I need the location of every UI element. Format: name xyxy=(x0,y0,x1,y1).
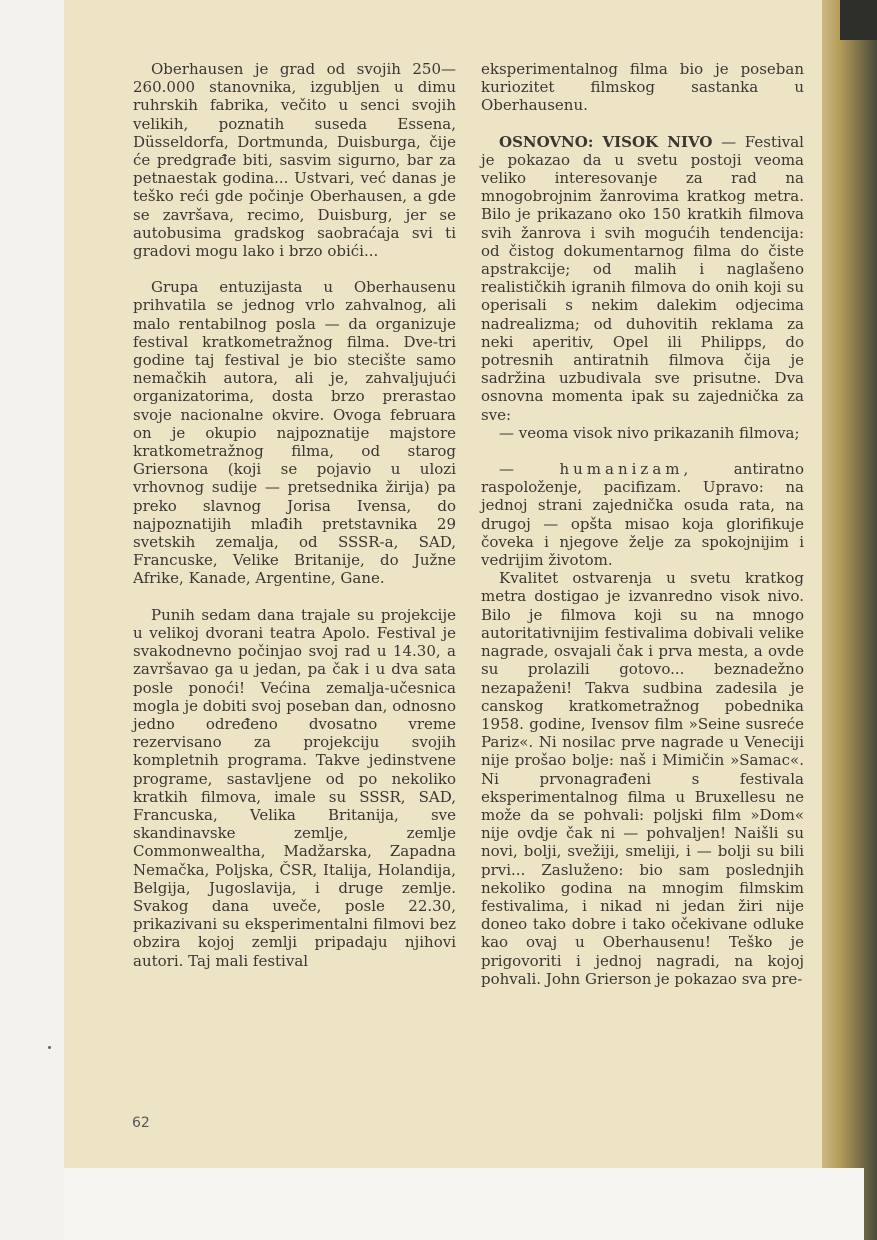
scan-margin xyxy=(64,1168,864,1240)
spine-shadow xyxy=(840,0,877,40)
paragraph-text: — Festival je pokazao da u svetu postoji veoma veliko interesovanje za rad na mnogobrojnim žanrovima kratkog metra. Bilo je prikazano oko 150 kratkih filmova svih žanrova i svih mogućih tendencija: od čistog dokumentarnog filma do čiste apstrakcije; od malih i naglašeno realističkih igranih filmova do onih koji su operisali s nekim dalekim odjecima nadrealizma; od duhovitih reklama za neki aperitiv, Opel ili Philipps, do potresnih antiratnih filmova čija je sadržina uzbudivala sve prisutne. Dva osnovna momenta ipak su zajednička za sve: xyxy=(481,132,804,424)
paragraph xyxy=(481,460,804,569)
page-number: 62 xyxy=(132,1115,150,1131)
scan-speck xyxy=(48,1046,51,1049)
paragraph: Kvalitet ostvarenja u svetu kratkog metra dostigao je izvanredno visok nivo. Bilo je filmova koji su na mnogo autoritativnijim festivalima dobivali velike nagrade, osvajali čak i prva mesta, a ovde su prolazili gotovo... beznadežno nezapaženi! Takva sudbina zadesila je canskog kratkometražnog pobednika 1958. godine, Ivensov film »Seine susreće Pariz«. Ni nosilac prve nagrade u Veneciji nije prošao bolje: naš i Mimičin »Samac«. Ni prvonagrađeni s festivala eksperimentalnog filma u Bruxellesu ne može da se pohvali: poljski film »Dom« nije ovdje čak ni — pohvaljen! Naišli su novi, bolji, svežiji, smeliji, i — bolji su bili prvi... Zasluženo: bio sam poslednjih nekoliko godina na mnogim filmskim festivalima, i nikad ni jedan žiri nije doneo tako dobre i tako očekivane odluke kao ovaj u Oberhausenu! Teško je prigovoriti i jednoj nagradi, na kojoj pohvali. John Grierson je pokazao sva pre- xyxy=(481,569,804,988)
paragraph: Punih sedam dana trajale su projekcije u velikoj dvorani teatra Apolo. Festival je svakodnevno počinjao svoj rad u 14.30, a završavao ga u jedan, pa čak i u dva sata posle ponoći! Većina zemalja-učesnica mogla je dobiti svoj poseban dan, odnosno jedno određeno dvosatno vreme rezervisano za projekciju svojih kompletnih programa. Takve jedinstvene programe, sastavljene od po nekoliko kratkih filmova, imale su SSSR, SAD, Francuska, Velika Britanija, sve skandinavske zemlje, zemlje Commonwealtha, Madžarska, Zapadna Nemačka, Poljska, ČSR, Italija, Holandija, Belgija, Jugoslavija, i druge zemlje. Svakog dana uveče, posle 22.30, prikazivani su eksperimentalni filmovi bez obzira kojoj zemlji pripadaju njihovi autori. Taj mali festival xyxy=(133,605,456,970)
right-column xyxy=(481,60,804,988)
paragraph-text: , antiratno raspoloženje, pacifizam. Upravo: na jednoj strani zajednička osuda rata, na drugoj — opšta misao koja glorifikuje čoveka i njegove želje za spokojnijim i vedrijim životom. xyxy=(481,460,804,570)
paragraph: eksperimentalnog filma bio je poseban kuriozitet filmskog sastanka u Oberhausenu. xyxy=(481,60,804,115)
spaced-word: humanizam xyxy=(559,460,684,479)
paragraph: Grupa entuzijasta u Oberhausenu prihvatila se jednog vrlo zahvalnog, ali malo rentabilnog posla — da organizuje festival kratkometražnog filma. Dve-tri godine taj festival je bio stecište samo nemačkih autora, ali je, zahvaljujući organizatorima, dosta brzo prerastao svoje nacionalne okvire. Ovoga februara on je okupio najpoznatije majstore kratkometražnog filma, od starog Griersona (koji se pojavio u ulozi vrhovnog sudije — pretsednika žirija) pa preko slavnog Jorisa Ivensa, do najpoznatijih mlađih pretstavnika 29 svetskih zemalja, od SSSR-a, SAD, Francuske, Velike Britanije, do Južne Afrike, Kanade, Argentine, Gane. xyxy=(133,278,456,588)
dash: — xyxy=(499,460,560,479)
left-column xyxy=(133,60,456,970)
book-spine xyxy=(822,0,877,1240)
section-heading: OSNOVNO: VISOK NIVO xyxy=(499,132,713,151)
paragraph: — veoma visok nivo prikazanih filmova; xyxy=(499,423,800,442)
paragraph: Oberhausen je grad od svojih 250—260.000 stanovnika, izgubljen u dimu ruhrskih fabrika, večito u senci svojih velikih, poznatih suseda Essena, Düsseldorfa, Dortmunda, Duisburga, čije će predgrađe biti, sasvim sigurno, bar za petnaestak godina... Ustvari, već danas je teško reći gde počinje Oberhausen, a gde se završava, recimo, Duisburg, jer se autobusima gradskog saobraćaja svi ti gradovi mogu lako i brzo obići... xyxy=(133,60,456,261)
paragraph xyxy=(481,133,804,424)
